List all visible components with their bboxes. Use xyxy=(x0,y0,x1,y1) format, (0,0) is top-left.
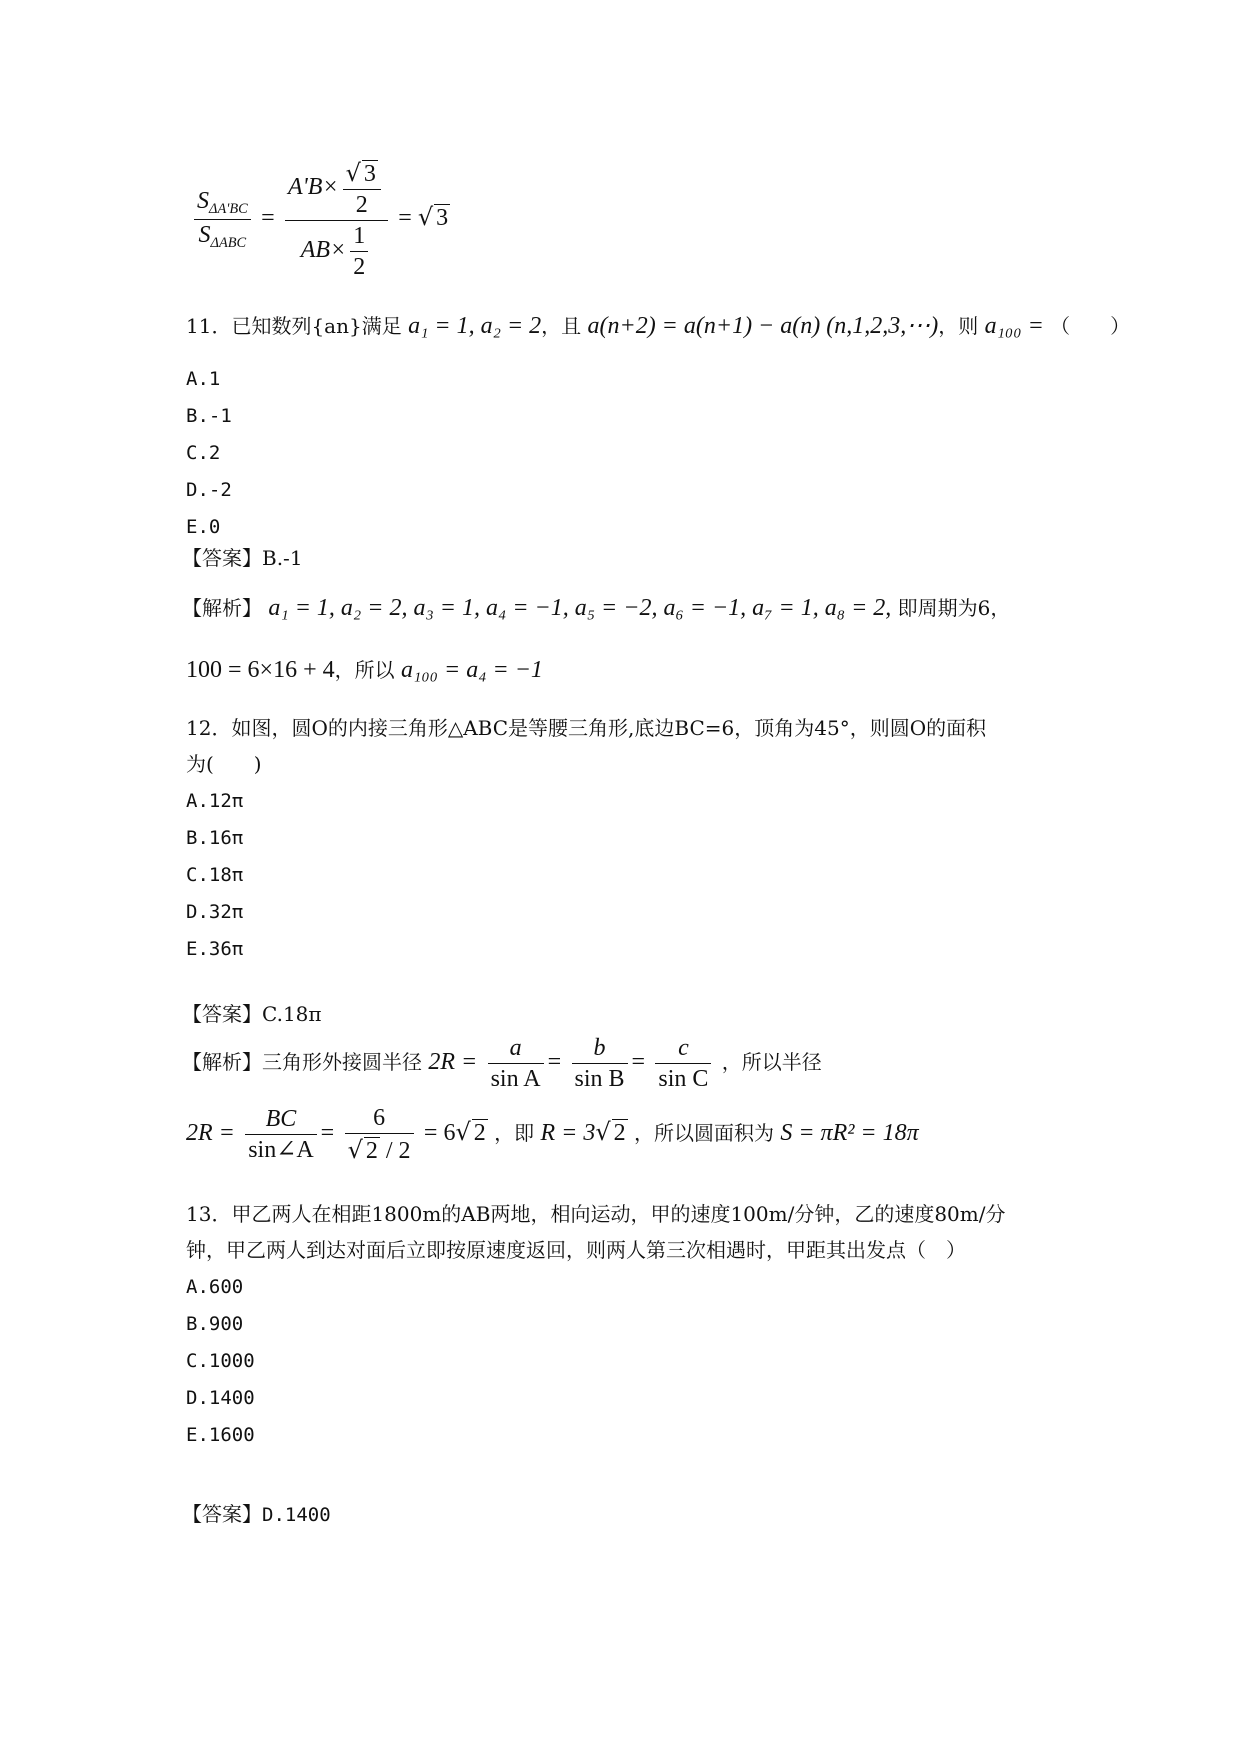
q12-analysis-line1: 【解析】三角形外接圆半径 2R = $\frac{a}{\text{sin A}}$ = $\frac{b}{\text{sin B}}$ = $\frac{c}{\text{sin C}}$ ，所以半径 xyxy=(182,1035,822,1092)
q12-stem-line2: 为( ) xyxy=(186,752,262,776)
q13-option-c: C.1000 xyxy=(186,1350,255,1372)
q12-stem-line1: 12．如图，圆O的内接三角形△ABC是等腰三角形,底边BC=6，顶角为45°，则圆O的面积 xyxy=(186,716,987,740)
q12-option-d: D.32π xyxy=(186,901,244,923)
q11-option-a: A.1 xyxy=(186,368,221,390)
q11-analysis-line1: 【解析】 a₁ = 1, a₂ = 2, a₃ = 1, a₄ = −1, a₅ = −2, a₆ = −1, a₇ = 1, a₈ = 2, 即周期为6， xyxy=(182,595,1011,621)
q13-option-a: A.600 xyxy=(186,1276,244,1298)
q11-option-e: E.0 xyxy=(186,516,221,538)
q12-option-c: C.18π xyxy=(186,864,244,886)
q13-option-d: D.1400 xyxy=(186,1387,255,1409)
q13-option-b: B.900 xyxy=(186,1313,244,1335)
q12-option-a: A.12π xyxy=(186,790,244,812)
q11-option-d: D.-2 xyxy=(186,479,232,501)
q13-stem-line2: 钟，甲乙两人到达对面后立即按原速度返回，则两人第三次相遇时，甲距其出发点（ ） xyxy=(186,1238,966,1262)
q13-stem-line1: 13．甲乙两人在相距1800m的AB两地，相向运动，甲的速度100m/分钟，乙的速度80m/分 xyxy=(186,1202,1006,1226)
q12-analysis-line2: 2R = $\frac{BC}{\sin\angle A}$ = $\frac{6}{√ 2 / 2}$ = 6√ 2 ，即 R = 3√ 2 ，所以圆面积为 S = πR² = 18π xyxy=(186,1105,919,1164)
q12-answer: 【答案】C.18π xyxy=(182,1002,322,1026)
q12-option-e: E.36π xyxy=(186,938,244,960)
q12-option-b: B.16π xyxy=(186,827,244,849)
q11-stem: 11．已知数列{an}满足 a₁ = 1, a₂ = 2，且 a(n+2) = a(n+1) − a(n) (n,1,2,3,⋯)，则 a₁₀₀ = （ ） xyxy=(186,313,1131,339)
q11-answer: 【答案】B.-1 xyxy=(182,546,303,570)
q10-ratio-formula: $\frac{S_{\Delta A'BC}}{S_{\Delta ABC}}$ = A'B× $\frac{√ 3}{2}$ AB× $\frac{1}{2}$ = √ 3 xyxy=(190,160,450,279)
q11-analysis-line2: 100 = 6×16 + 4，所以 a₁₀₀ = a₄ = −1 xyxy=(186,657,543,683)
q11-option-b: B.-1 xyxy=(186,405,232,427)
q13-option-e: E.1600 xyxy=(186,1424,255,1446)
q13-answer: 【答案】D.1400 xyxy=(182,1502,331,1526)
q11-option-c: C.2 xyxy=(186,442,221,464)
